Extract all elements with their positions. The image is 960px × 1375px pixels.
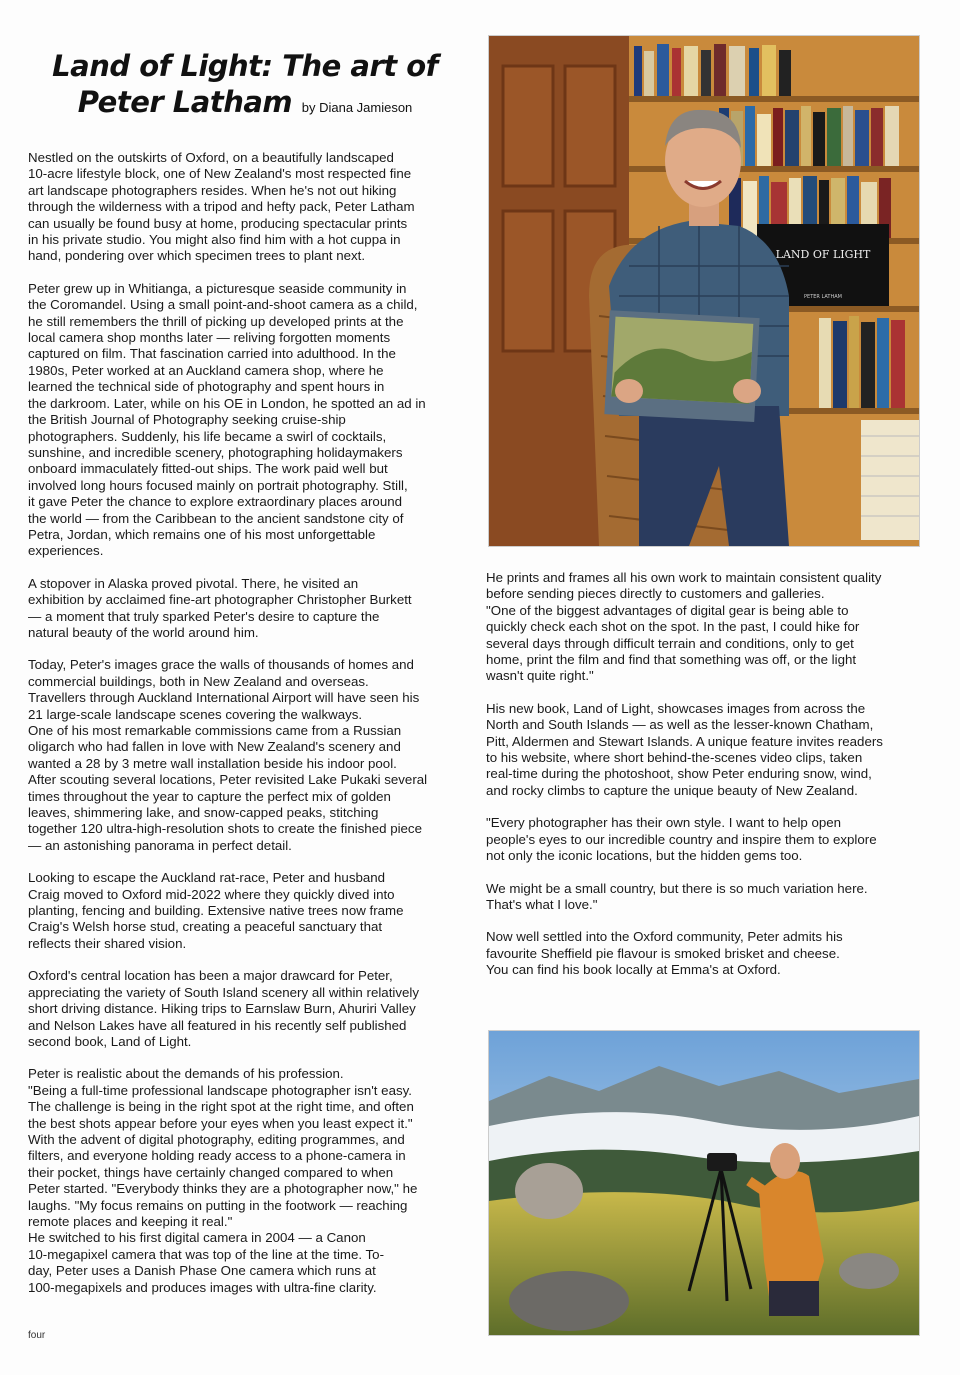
paragraph: His new book, Land of Light, showcases images from across the North and South Islands — as well as the lesser-known Chatham, Pitt, Aldermen and Stewart Islands. A unique feature invites readers to his website, where short behind-the-scenes video clips, taken real-time during the photoshoot, show Peter enduring snow, wind, and rocky climbs to capture the unique beauty of New Zealand. <box>486 700 883 798</box>
title-line-1: Land of Light: The art of <box>52 49 438 83</box>
paragraph: Peter is realistic about the demands of his profession. "Being a full-time professional landscape photographer isn't easy. The challenge is being in the right spot at the right time, and often the best shots appear before your eyes when you least expect it." With the advent of digital photography, editing programmes, and filters, and everyone holding ready access to a phone-camera in their pocket, things have certainly changed compared to when Peter started. "Everybody thinks they are a photographer now," he laughs. "My focus remains on putting in the footwork — reaching remote places and keeping it real." He switched to his first digital camera in 2004 — a Canon 10-megapixel camera that was top of the line at the time. To- day, Peter uses a Danish Phase One camera which runs at 100-megapixels and produces images with ultra-fine clarity. <box>28 1066 418 1295</box>
landscape-photo <box>488 1030 920 1336</box>
landscape-illustration <box>489 1031 919 1335</box>
paragraph: A stopover in Alaska proved pivotal. There, he visited an exhibition by acclaimed fine-art photographer Christopher Burkett — a moment that truly sparked Peter's desire to capture the natural beauty of the world around him. <box>28 575 412 640</box>
page-number: four <box>28 1330 46 1341</box>
paragraph: He prints and frames all his own work to maintain consistent quality before sending pieces directly to customers and galleries. "One of the biggest advantages of digital gear is being able to quickly check each shot on the spot. In the past, I could hike for several days through difficult terrain and conditions, only to get home, print the film and find that something was off, or the light wasn't quite right." <box>486 570 882 684</box>
paragraph: Now well settled into the Oxford community, Peter admits his favourite Sheffield pie flavour is smoked brisket and cheese. You can find his book locally at Emma's at Oxford. <box>486 929 843 978</box>
byline: by Diana Jamieson <box>301 100 413 115</box>
box-set-author: PETER LATHAM <box>804 294 842 300</box>
paragraph: Nestled on the outskirts of Oxford, on a beautifully landscaped 10-acre lifestyle block, one of New Zealand's most respected fine art landscape photographers resides. When he's not out hiking through the wilderness with a tripod and hefty pack, Peter Latham can usually be found busy at home, producing spectacular prints in his private studio. You might also find him with a hot cuppa in hand, pondering over which specimen trees to plant next. <box>28 150 415 264</box>
paragraph: "Every photographer has their own style. I want to help open people's eyes to our incredible country and inspire them to explore not only the iconic locations, but the hidden gems too. <box>486 815 877 864</box>
paragraph: We might be a small country, but there is so much variation here. That's what I love." <box>486 880 868 912</box>
title-line-2 <box>30 84 460 126</box>
paragraph: Looking to escape the Auckland rat-race, Peter and husband Craig moved to Oxford mid-2022 where they quickly dived into planting, fencing and building. Extensive native trees now frame Craig's Welsh horse stud, creating a peaceful sanctuary that reflects their shared vision. <box>28 870 404 951</box>
title-name: Peter Latham <box>77 85 293 119</box>
paragraph: Today, Peter's images grace the walls of thousands of homes and commercial buildings, both in New Zealand and overseas. Travellers through Auckland International Airport will have seen his 21 large-scale landscape scenes covering the walkways. One of his most remarkable commissions came from a Russian oligarch who had fallen in love with New Zealand's scenery and wanted a 28 by 3 metre wall installation beside his indoor pool. After scouting several locations, Peter revisited Lake Pukaki several times throughout the year to capture the perfect mix of golden leaves, shimmering lake, and snow-capped peaks, stitching together 120 ultra-high-resolution shots to create the finished piece — an astonishing panorama in perfect detail. <box>28 657 428 853</box>
article-title <box>30 48 460 126</box>
left-column <box>28 150 458 1312</box>
box-set-title: LAND OF LIGHT <box>775 248 871 261</box>
paragraph: Peter grew up in Whitianga, a picturesque seaside community in the Coromandel. Using a small point-and-shoot camera as a child, he still remembers the thrill of picking up developed prints at the local camera shop months later — reliving forgotten moments captured on film. That fascination carried into adulthood. In the 1980s, Peter worked at an Auckland camera shop, where he learned the technical side of photography and spent hours in the darkroom. Later, while on his OE in London, he spotted an ad in the British Journal of Photography seeking cruise-ship photographers. Suddenly, his life became a swirl of cocktails, sunshine, and incredible scenery, photographing holidaymakers onboard immaculately fitted-out ships. The work paid well but involved long hours focused mainly on portrait photography. Still, it gave Peter the chance to explore extraordinary places around the world — from the Caribbean to the ancient sandstone city of Petra, Jordan, which remains one of his most unforgettable experiences. <box>28 280 426 559</box>
paragraph: Oxford's central location has been a major drawcard for Peter, appreciating the variety of South Island scenery all within relatively short driving distance. Hiking trips to Earnslaw Burn, Ahuriri Valley and Nelson Lakes have all featured in his recently self published second book, Land of Light. <box>28 968 419 1049</box>
portrait-photo <box>488 35 920 547</box>
right-column <box>486 570 916 995</box>
portrait-illustration <box>489 36 919 546</box>
